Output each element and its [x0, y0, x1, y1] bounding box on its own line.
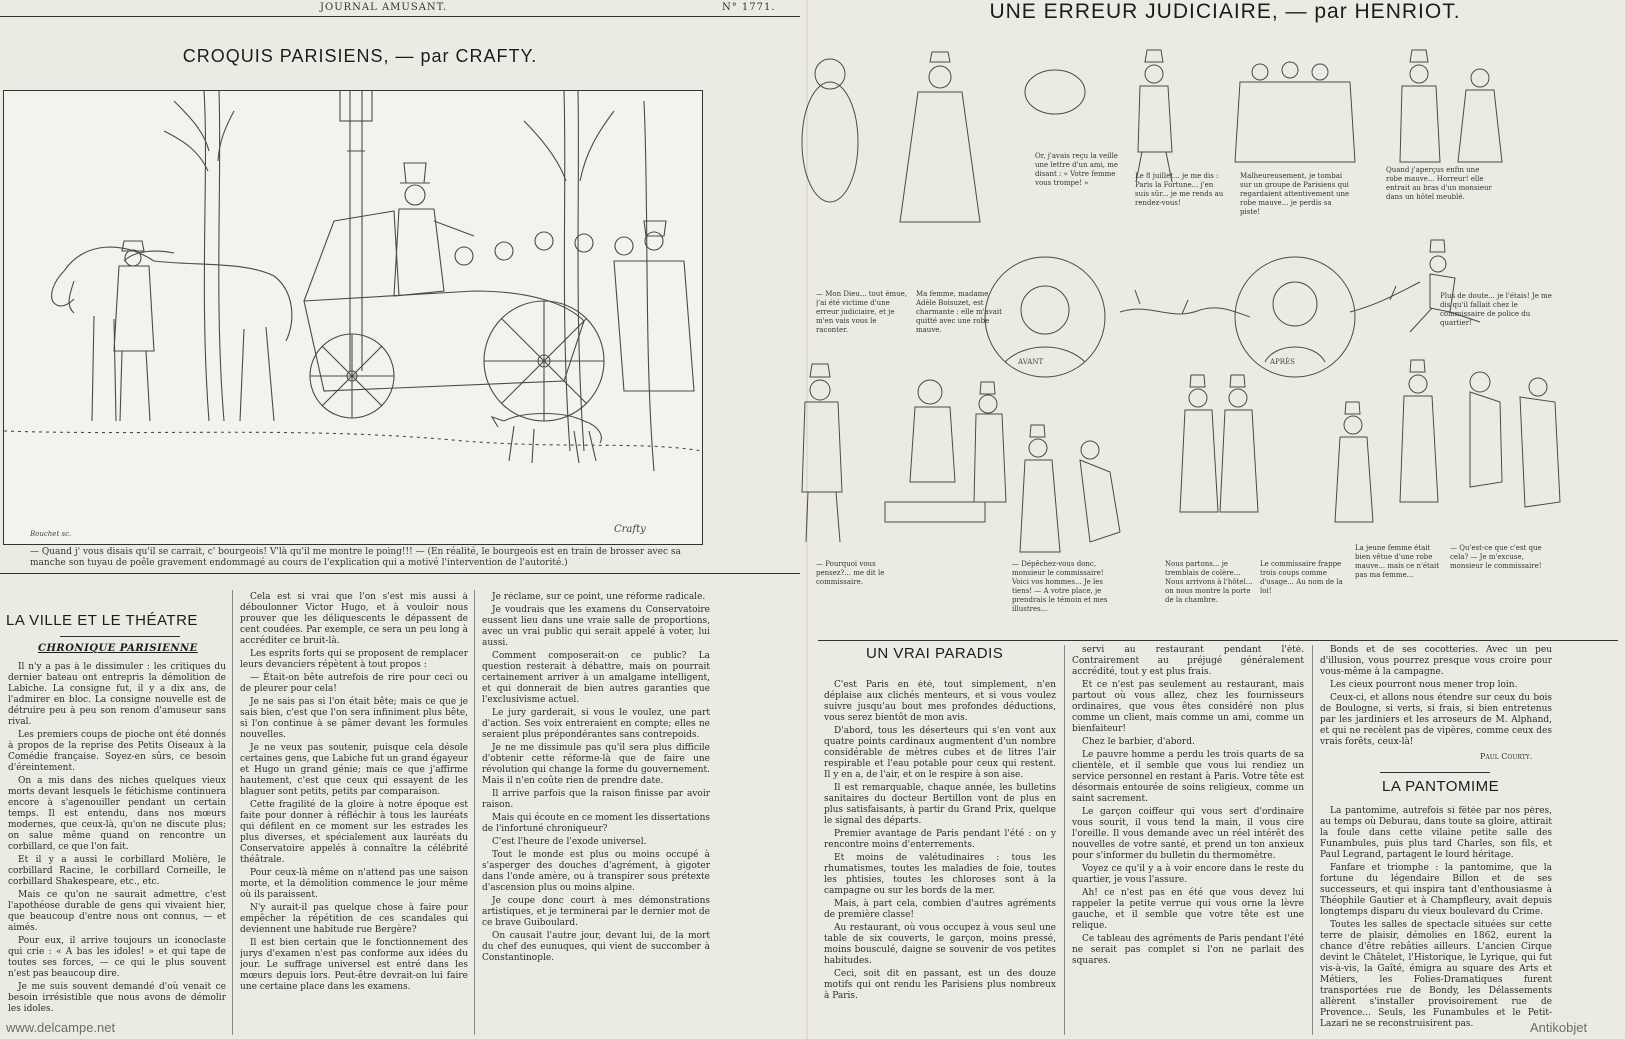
- pantomime-column: La pantomime, autrefois si fêtée par nos pères, au temps où Deburau, dans toute sa gloire, attirait la foule dans cette vilaine petite salle des Funambules, puis plus tard Charles, son fils, et Paul Legrand, partagent le lourd héritage. Fanfare et triomphe : la pantomime, que la fortune du légendaire Billon et de ses successeurs, et qui inspira tant d'enthousiasme à Théophile Gautier et à Champfleury, avait depuis longtemps disparu du vieux boulevard du Crime. Toutes les salles de spectacle situées sur cette terre de plaisir, démolies en 1862, eurent la chance d'être rebâties ailleurs. L'ancien Cirque devint le Châtelet, l'Historique, le Lyrique, qui fut vis-à-vis, la Gaîté, émigra au square des Arts et Métiers, les Folies-Dramatiques furent transportées rue de Bondy, les Délassements allèrent s'installer provisoirement rue de Provence... Seuls, les Funambules et le Petit-Lazari ne se reconstruisirent pas.: [1320, 806, 1552, 1029]
- section-title-ville-theatre: LA VILLE ET LE THÉATRE: [6, 612, 198, 629]
- cartoon-caption: — Quand j' vous disais qu'il se carrait, c' bourgeois! V'là qu'il me montre le poing!!! — (En réalité, le bourgeois est en train de brosser avec sa manche son tuyau de poêle gravement endommagé au cours de l'explication qui a motivé l'intervention de l'autorité.): [30, 547, 681, 568]
- watermark-delcampe: www.delcampe.net: [6, 1020, 116, 1035]
- header-rule-left: [0, 16, 800, 17]
- comic-strip-erreur-judiciaire: [790, 42, 1620, 638]
- panel-caption-1: — Mon Dieu... tout émue, j'ai été victime d'une erreur judiciaire, et je m'en vais vous le raconter.: [816, 290, 907, 334]
- paradis-column-2: servi au restaurant pendant l'été. Contrairement au préjugé généralement accrédité, tout y est plus frais. Et ce n'est pas seulement au restaurant, mais partout où vous allez, chez les fournisseurs ordinaires, que vous êtes considéré non plus comme un client, mais comme un ami, comme un bienfaiteur! Chez le barbier, d'abord. Le pauvre homme a perdu les trois quarts de sa clientèle, et il semble que vous lui rendiez un service personnel en restant à Paris. Votre tête est désormais entourée de soins religieux, comme un saint sacrement. Le garçon coiffeur qui vous sert d'ordinaire vous sourit, il vous tend la main, il vous cire l'oreille. Il vous demande avec un réel intérêt des nouvelles de votre santé, et prend un ton anxieux pour s'informer du bulletin du thermomètre. Voyez ce qu'il y a à voir encore dans le reste du quartier, je vous l'assure. Ah! ce n'est pas en été que vous devez lui rappeler la petite verrue qui vous orne la lèvre gauche, et il semble que votre tête est une relique. Ce tableau des agréments de Paris pendant l'été ne serait pas complet si l'on ne parlait des squares.: [1072, 645, 1304, 966]
- panel-caption-9: — Dépêchez-vous donc, monsieur le commissaire! Voici vos hommes... Je les tiens! — A votre place, je prendrais le témoin et mes illustres...: [1012, 560, 1108, 613]
- issue-number: N° 1771.: [722, 2, 776, 13]
- medallion-label-right: APRÈS: [1270, 358, 1295, 366]
- article-column-2: Cela est si vrai que l'on s'est mis aussi à déboulonner Victor Hugo, et à vouloir nous prouver que les déliquescents le dépassent de cent coudées. Par exemple, ce sera un peu long à accréditer ce bruit-là. Les esprits forts qui se proposent de remplacer leurs devanciers répètent à tout propos : — Était-on bête autrefois de rire pour ceci ou de pleurer pour cela! Je ne sais pas si l'on était bête; mais ce que je sais bien, c'est que l'on sera infiniment plus bête, si l'on continue à se pâmer devant les formules nouvelles. Je ne veux pas soutenir, puisque cela désole certaines gens, que Labiche fut un grand égayeur et Hugo un grand génie; mais ce que j'affirme hautement, c'est que ceux qui essayent de les blaguer sont petits, petits par comparaison. Cette fragilité de la gloire à notre époque est faite pour donner à réfléchir à tous les lauréats qui défilent en ce moment sur les estrades les plus diverses, et spécialement aux lauréats du Conservatoire appelés à connaître la célébrité théâtrale. Pour ceux-là même on n'attend pas une saison morte, et la démolition commence le jour même où ils paraissent. N'y aurait-il pas quelque chose à faire pour empêcher la répétition de ces scandales qui deviennent une habitude rue Bergère? Il est bien certain que le fonctionnement des jurys d'examen n'est pas conforme aux idées du jour. Le suffrage universel est entré dans les mœurs depuis lors. Peut-être devrait-on lui faire une certaine place dans les examens.: [240, 592, 468, 992]
- section-subtitle-chronique: CHRONIQUE PARISIENNE: [38, 643, 198, 654]
- running-head: JOURNAL AMUSANT.: [320, 2, 448, 13]
- paradis-column-3: Bonds et de ses cocotteries. Avec un peu d'illusion, vous pourrez presque vous croire pour vous-même à la campagne. Les cieux pourront nous mener trop loin. Ceux-ci, et allons nous étendre sur ceux du bois de Boulogne, si verts, si frais, si bien entretenus par les jardiniers et les arroseurs de M. Alphand, et qui ne recèlent pas de vipères, comme ceux des vrais forêts, ceux-là!: [1320, 645, 1552, 745]
- panel-caption-8: — Pourquoi vous pensez?... me dit le commissaire.: [816, 560, 885, 586]
- section-rule-left: [0, 573, 800, 574]
- carriage-scene-drawing: [4, 91, 702, 544]
- panel-caption-7: Plus de doute... je l'étais! Je me dis qu'il fallait chez le commissaire de police du quartier!: [1440, 292, 1552, 327]
- column-divider: [232, 590, 233, 1035]
- column-divider: [1064, 645, 1065, 1035]
- panel-caption-11: Le commissaire frappe trois coups comme d'usage... Au nom de la loi!: [1260, 560, 1343, 595]
- article-separator: [1380, 772, 1490, 773]
- panel-caption-10: Nous partons... je tremblais de colère... Nous arrivons à l'hôtel... on nous montre la porte de la chambre.: [1165, 560, 1253, 604]
- article-column-1: Il n'y a pas à le dissimuler : les critiques du dernier bateau ont entrepris la démolition de Labiche. La consigne fut, il y a dix ans, de l'admirer en bloc. La consigne nouvelle est de détruire peu à peu son renom d'amuseur sans rival. Les premiers coups de pioche ont été donnés à propos de la reprise des Petits Oiseaux à la Comédie française. Soyez-en sûrs, ce besoin d'éreintement. On a mis dans des niches quelques vieux morts devant lesquels le fétichisme continuera encore à s'agenouiller pendant un certain temps. Il est entendu, dans nos mœurs modernes, que ceux-là, qu'on ne discute plus; on salue même quand on rencontre un corbillard, ce que l'on fait. Et il y a aussi le corbillard Molière, le corbillard Racine, le corbillard Corneille, le corbillard Shakespeare, etc., etc. Mais ce qu'on ne saurait admettre, c'est l'apothéose durable de gens qui vivaient hier, que beaucoup d'entre nous ont connus, — et aimés. Pour eux, il arrive toujours un iconoclaste qui crie : « A bas les idoles! » et qui tape de toutes ses forces, — ce qui le plus souvent n'est pas beaucoup dire. Je me suis souvent demandé d'où venait ce besoin irrésistible que nous avons de démolir les idoles.: [8, 662, 226, 1014]
- cartoon-title-croquis: CROQUIS PARISIENS, — par CRAFTY.: [182, 46, 538, 66]
- panel-caption-4: Le 8 juillet... je me dis : Paris la Fortune... j'en suis sûr... je me rends au rendez-vous!: [1135, 172, 1224, 207]
- column-divider: [1312, 645, 1313, 1035]
- section-title-pantomime: LA PANTOMIME: [1382, 778, 1500, 795]
- medallion-label-left: AVANT: [1018, 358, 1044, 366]
- cartoon-title-erreur: UNE ERREUR JUDICIAIRE, — par HENRIOT.: [989, 0, 1461, 23]
- cartoon-signature: Crafty: [614, 524, 646, 535]
- paradis-column-1: C'est Paris en été, tout simplement, n'en déplaise aux clichés menteurs, et si vous voulez suivre jusqu'au bout mes profondes déductions, vous serez bientôt de mon avis. D'abord, tous les déserteurs qui s'en vont aux quatre points cardinaux augmentent d'un nombre considérable de mètres cubes et de litres l'air respirable et l'eau potable pour ceux qui restent. Il y en a, de l'air, et on le respire à son aise. Il est remarquable, chaque année, les bulletins sanitaires du docteur Bertillon vont de plus en plus satisfaisants, à partir du Grand Prix, quelque le signal des départs. Premier avantage de Paris pendant l'été : on y rencontre moins d'enterrements. Et moins de valétudinaires : tous les rhumatismes, toutes les maladies de foie, toutes les phtisies, toutes les chloroses sont à la campagne ou sur les bords de la mer. Mais, à part cela, combien d'autres agréments de première classe! Au restaurant, où vous occupez à vous seul une table de six couverts, le garçon, moins pressé, moins bousculé, daigne se souvenir de vos petites habitudes. Ceci, soit dit en passant, est un des douze motifs qui ont rendu les Parisiens plus nombreux à Paris.: [824, 680, 1056, 1001]
- title-underline: [60, 636, 180, 637]
- watermark-antikobjet: Antikobjet: [1530, 1020, 1588, 1035]
- author-signature-courty: Paul Courty.: [1480, 752, 1533, 761]
- panel-caption-12: La jeune femme était bien vêtue d'une robe mauve... mais ce n'était pas ma femme...: [1355, 544, 1440, 579]
- section-rule-right: [818, 640, 1618, 641]
- panel-caption-13: — Qu'est-ce que c'est que cela? — Je m'excuse, monsieur le commissaire!: [1450, 544, 1542, 570]
- article-column-3: Je réclame, sur ce point, une réforme radicale. Je voudrais que les examens du Conservatoire eussent lieu dans une vraie salle de proportions, avec un vrai public qui serait appelé à voter, lui aussi. Comment composerait-on ce public? La question resterait à débattre, mais on pourrait certainement arriver à un amalgame intelligent, et qui donnerait de bien autres garanties que l'exclusivisme actuel. Le jury garderait, si vous le voulez, une part d'action. Ses voix entreraient en compte; elles ne seraient plus prépondérantes sans contrepoids. Je ne me dissimule pas qu'il sera plus difficile d'obtenir cette réforme-là que de faire une révolution qui change la forme du gouvernement. Mais il n'en coûte rien de prendre date. Il arrive parfois que la raison finisse par avoir raison. Mais qui écoute en ce moment les dissertations de l'infortuné chroniqueur? C'est l'heure de l'exode universel. Tout le monde est plus ou moins occupé à s'asperger des douches d'agrément, à gigoter dans l'onde amère, ou à transpirer sous prétexte d'ascension plus ou moins alpine. Je coupe donc court à mes démonstrations artistiques, et je terminerai par le dernier mot de ce brave Guiboulard. On causait l'autre jour, devant lui, de la mort du chef des eunuques, qui vient de succomber à Constantinople.: [482, 592, 710, 963]
- column-divider: [474, 590, 475, 1035]
- engraver-mark: Bouchet sc.: [30, 530, 72, 538]
- panel-caption-2: Ma femme, madame Adèle Boisuzet, est charmante : elle m'avait quitté avec une robe mauve.: [916, 290, 1002, 334]
- panel-caption-5: Malheureusement, je tombai sur un groupe de Parisiens qui regardaient attentivement une robe mauve... je perdis sa piste!: [1240, 172, 1350, 216]
- panel-caption-6: Quand j'aperçus enfin une robe mauve... Horreur! elle entrait au bras d'un monsieur dans un hôtel meublé.: [1386, 166, 1492, 201]
- panel-caption-3: Or, j'avais reçu la veille une lettre d'un ami, me disant : « Votre femme vous trompe! »: [1035, 152, 1119, 187]
- section-title-vrai-paradis: UN VRAI PARADIS: [866, 645, 1004, 662]
- cartoon-illustration-croquis: [3, 90, 703, 545]
